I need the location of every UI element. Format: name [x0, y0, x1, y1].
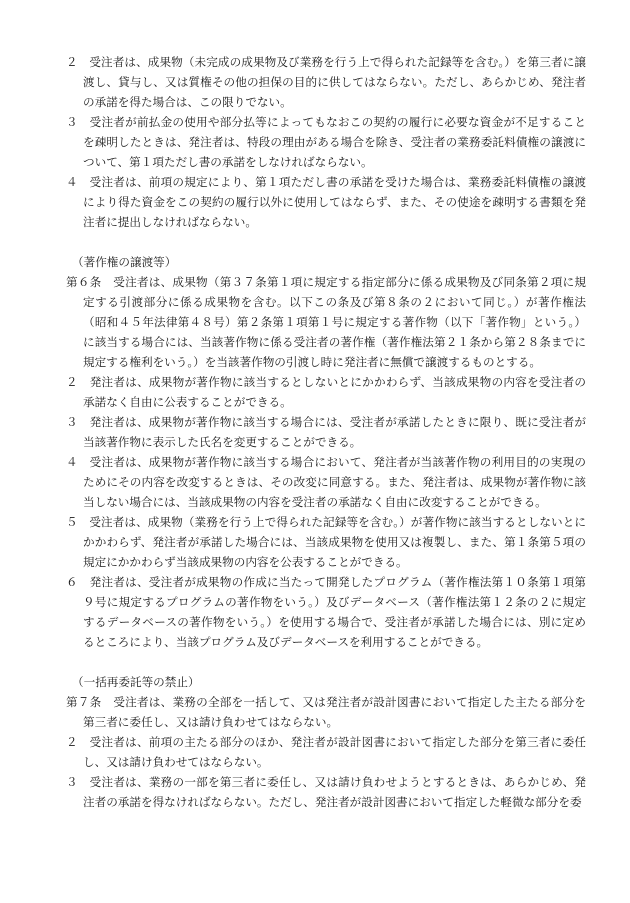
clause-5-2: ２ 受注者は、成果物（未完成の成果物及び業務を行う上で得られた記録等を含む。）を第三者に譲渡し、貸与し、又は質権その他の担保の目的に供してはならない。ただし、あらかじめ、発注者の承諾を得た場合は、この限りでない。	[66, 55, 586, 109]
article-6-6: ６ 発注者は、受注者が成果物の作成に当たって開発したプログラム（著作権法第１０条第１項第９号に規定するプログラムの著作物をいう。）及びデータベース（著作権法第１２条の２に規定するデータベースの著作物をいう。）を使用する場合で、受注者が承諾した場合には、別に定めるところにより、当該プログラム及びデータベースを利用することができる。	[66, 575, 586, 649]
article-6-3: ３ 発注者は、成果物が著作物に該当する場合には、受注者が承諾したときに限り、既に受注者が当該著作物に表示した氏名を変更することができる。	[66, 415, 586, 449]
article-7-3: ３ 受注者は、業務の一部を第三者に委任し、又は請け負わせようとするときは、あらかじめ、発注者の承諾を得なければならない。ただし、発注者が設計図書において指定した軽微な部分を委	[66, 775, 586, 809]
article-6-5: ５ 受注者は、成果物（業務を行う上で得られた記録等を含む。）が著作物に該当するとしないとにかかわらず、発注者が承諾した場合には、当該成果物を使用又は複製し、また、第１条第５項の規定にかかわらず当該成果物の内容を公表することができる。	[66, 515, 586, 569]
clause-5-3: ３ 受注者が前払金の使用や部分払等によってもなおこの契約の履行に必要な資金が不足することを疎明したときは、発注者は、特段の理由がある場合を除き、受注者の業務委託料債権の譲渡について、第１項ただし書の承諾をしなければならない。	[66, 115, 586, 169]
clause-5-4: ４ 受注者は、前項の規定により、第１項ただし書の承諾を受けた場合は、業務委託料債権の譲渡により得た資金をこの契約の履行以外に使用してはならず、また、その使途を疎明する書類を発注者に提出しなければならない。	[66, 175, 586, 229]
document-body	[66, 52, 586, 812]
spacer	[66, 652, 586, 672]
article-6-4: ４ 受注者は、成果物が著作物に該当する場合において、発注者が当該著作物の利用目的の実現のためにその内容を改変するときは、その改変に同意する。また、発注者は、成果物が著作物に該当しない場合には、当該成果物の内容を受注者の承諾なく自由に改変することができる。	[66, 455, 586, 509]
article-7-1: 第７条 受注者は、業務の全部を一括して、又は発注者が設計図書において指定した主たる部分を第三者に委任し、又は請け負わせてはならない。	[66, 695, 586, 729]
article-6-1: 第６条 受注者は、成果物（第３７条第１項に規定する指定部分に係る成果物及び同条第２項に規定する引渡部分に係る成果物を含む。以下この条及び第８条の２において同じ。）が著作権法（昭和４５年法律第４８号）第２条第１項第１号に規定する著作物（以下「著作物」という。）に該当する場合には、当該著作物に係る受注者の著作権（著作権法第２１条から第２８条までに規定する権利をいう。）を当該著作物の引渡し時に発注者に無償で譲渡するものとする。	[66, 275, 586, 369]
article-7-2: ２ 受注者は、前項の主たる部分のほか、発注者が設計図書において指定した部分を第三者に委任し、又は請け負わせてはならない。	[66, 735, 586, 769]
article-6-heading: （著作権の譲渡等）	[72, 255, 177, 269]
article-7-heading: （一括再委託等の禁止）	[72, 675, 200, 689]
article-6-2: ２ 発注者は、成果物が著作物に該当するとしないとにかかわらず、当該成果物の内容を受注者の承諾なく自由に公表することができる。	[66, 375, 586, 409]
spacer	[66, 232, 586, 252]
